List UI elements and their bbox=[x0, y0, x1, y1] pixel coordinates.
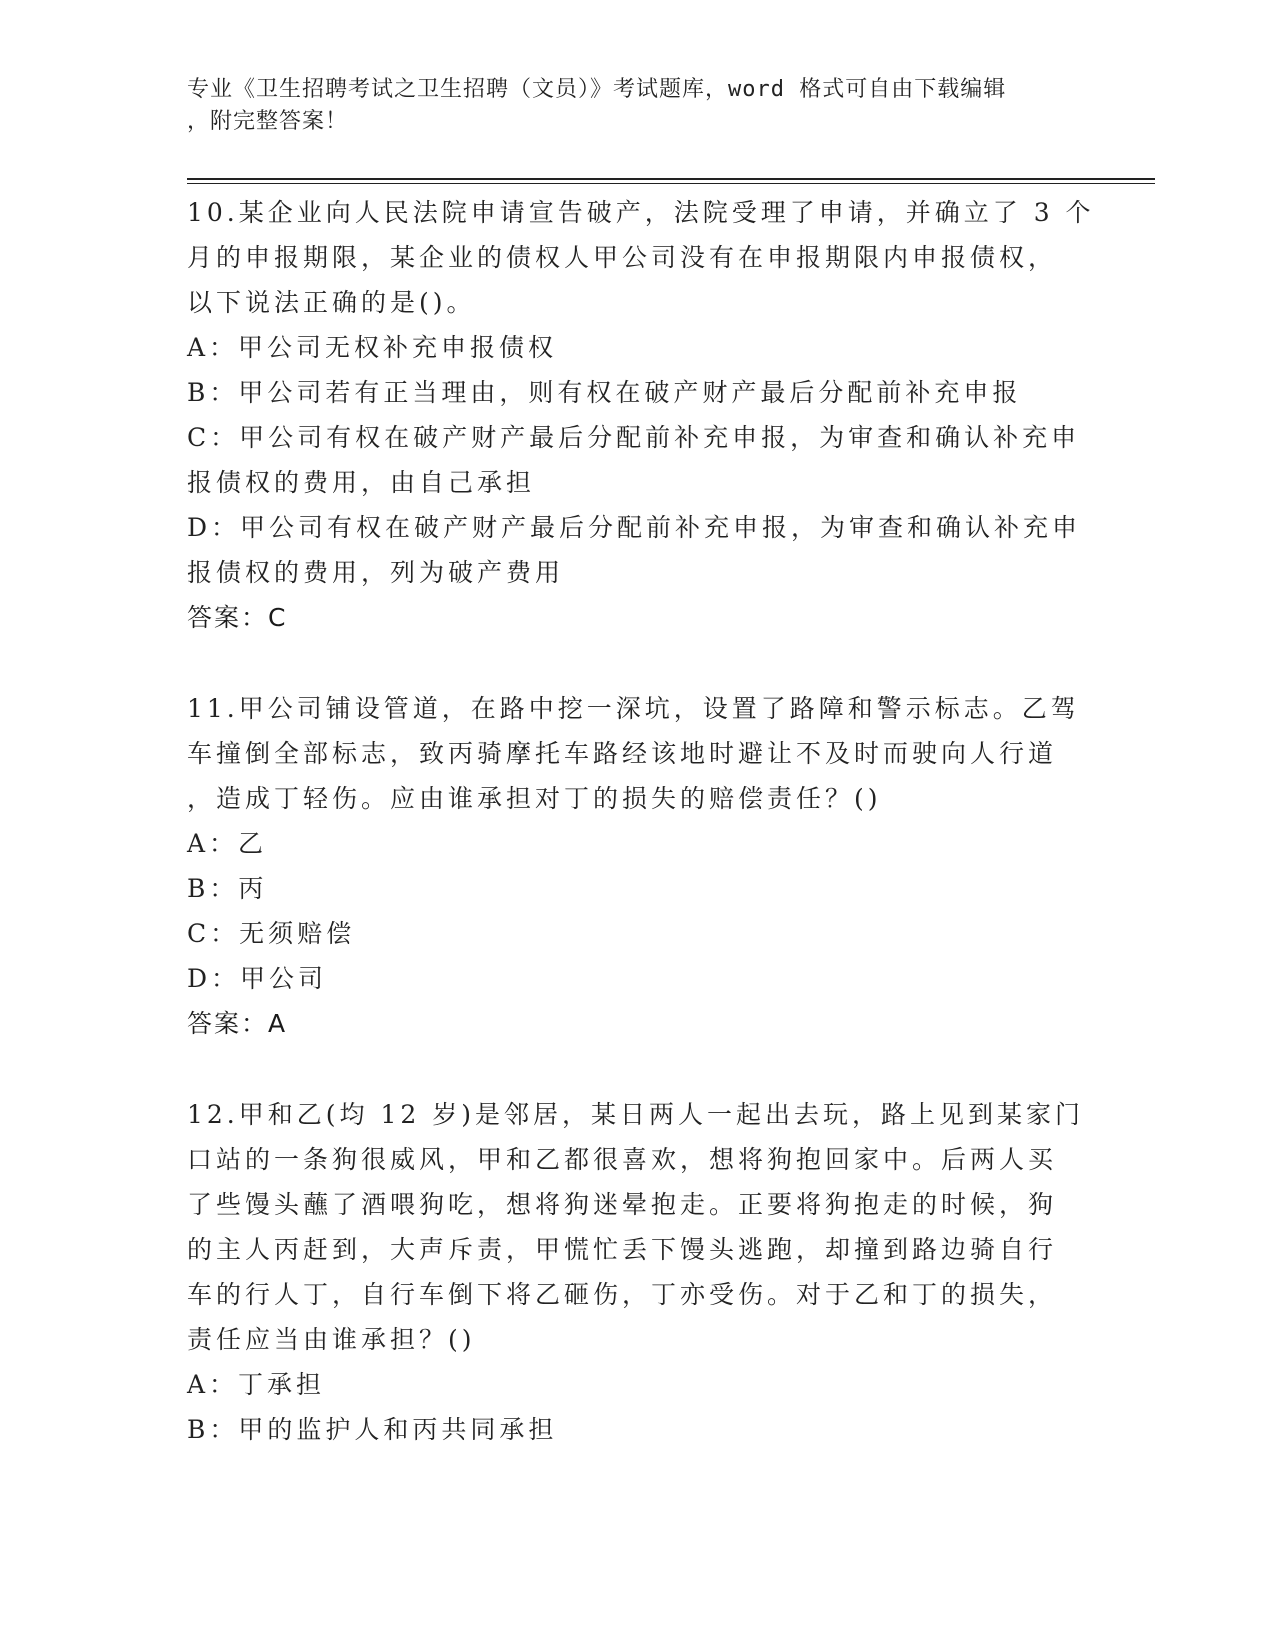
question-stem-line: 10.某企业向人民法院申请宣告破产，法院受理了申请，并确立了 3 个 bbox=[187, 198, 1095, 227]
document-header bbox=[187, 74, 1087, 138]
option-d-continued: 报债权的费用，列为破产费用 bbox=[187, 558, 565, 587]
answer-label: 答案：C bbox=[187, 603, 288, 632]
option-a: A：丁承担 bbox=[187, 1370, 326, 1399]
question-stem-line: 车撞倒全部标志，致丙骑摩托车路经该地时避让不及时而驶向人行道 bbox=[187, 739, 1058, 768]
question-stem-line: 车的行人丁，自行车倒下将乙砸伤，丁亦受伤。对于乙和丁的损失， bbox=[187, 1280, 1058, 1309]
question-10 bbox=[187, 190, 1095, 640]
option-d: D：甲公司 bbox=[187, 964, 328, 993]
header-line: 专业《卫生招聘考试之卫生招聘（文员）》考试题库，word 格式可自由下载编辑 bbox=[187, 77, 1007, 102]
question-stem-line: 口站的一条狗很威风，甲和乙都很喜欢，想将狗抱回家中。后两人买 bbox=[187, 1145, 1058, 1174]
question-stem-line: 责任应当由谁承担？() bbox=[187, 1325, 476, 1354]
question-stem-line: 月的申报期限，某企业的债权人甲公司没有在申报期限内申报债权， bbox=[187, 243, 1058, 272]
answer-label: 答案：A bbox=[187, 1009, 288, 1038]
question-11 bbox=[187, 686, 1087, 1046]
option-c: C：甲公司有权在破产财产最后分配前补充申报，为审查和确认补充申 bbox=[187, 423, 1081, 452]
question-stem-line: 的主人丙赶到，大声斥责，甲慌忙丢下馒头逃跑，却撞到路边骑自行 bbox=[187, 1235, 1058, 1264]
header-line: ，附完整答案！ bbox=[187, 109, 349, 134]
header-divider-thick bbox=[187, 178, 1155, 180]
question-stem-line: 了些馒头蘸了酒喂狗吃，想将狗迷晕抱走。正要将狗抱走的时候，狗 bbox=[187, 1190, 1058, 1219]
question-stem-line: 以下说法正确的是()。 bbox=[187, 288, 476, 317]
option-b: B：甲的监护人和丙共同承担 bbox=[187, 1415, 558, 1444]
question-spacer bbox=[187, 640, 1087, 686]
question-12 bbox=[187, 1092, 1087, 1452]
option-a: A：甲公司无权补充申报债权 bbox=[187, 333, 558, 362]
option-b: B：丙 bbox=[187, 874, 268, 903]
option-c: C：无须赔偿 bbox=[187, 919, 356, 948]
option-b: B：甲公司若有正当理由，则有权在破产财产最后分配前补充申报 bbox=[187, 378, 1022, 407]
question-stem-line: 11.甲公司铺设管道，在路中挖一深坑，设置了路障和警示标志。乙驾 bbox=[187, 694, 1080, 723]
option-d: D：甲公司有权在破产财产最后分配前补充申报，为审查和确认补充申 bbox=[187, 513, 1082, 542]
question-list bbox=[187, 190, 1095, 1452]
question-stem-line: ，造成丁轻伤。应由谁承担对丁的损失的赔偿责任？() bbox=[187, 784, 882, 813]
question-spacer bbox=[187, 1046, 1087, 1092]
question-stem-line: 12.甲和乙(均 12 岁)是邻居，某日两人一起出去玩，路上见到某家门 bbox=[187, 1100, 1084, 1129]
header-divider-thin bbox=[187, 183, 1155, 184]
option-c-continued: 报债权的费用，由自己承担 bbox=[187, 468, 536, 497]
option-a: A：乙 bbox=[187, 829, 268, 858]
